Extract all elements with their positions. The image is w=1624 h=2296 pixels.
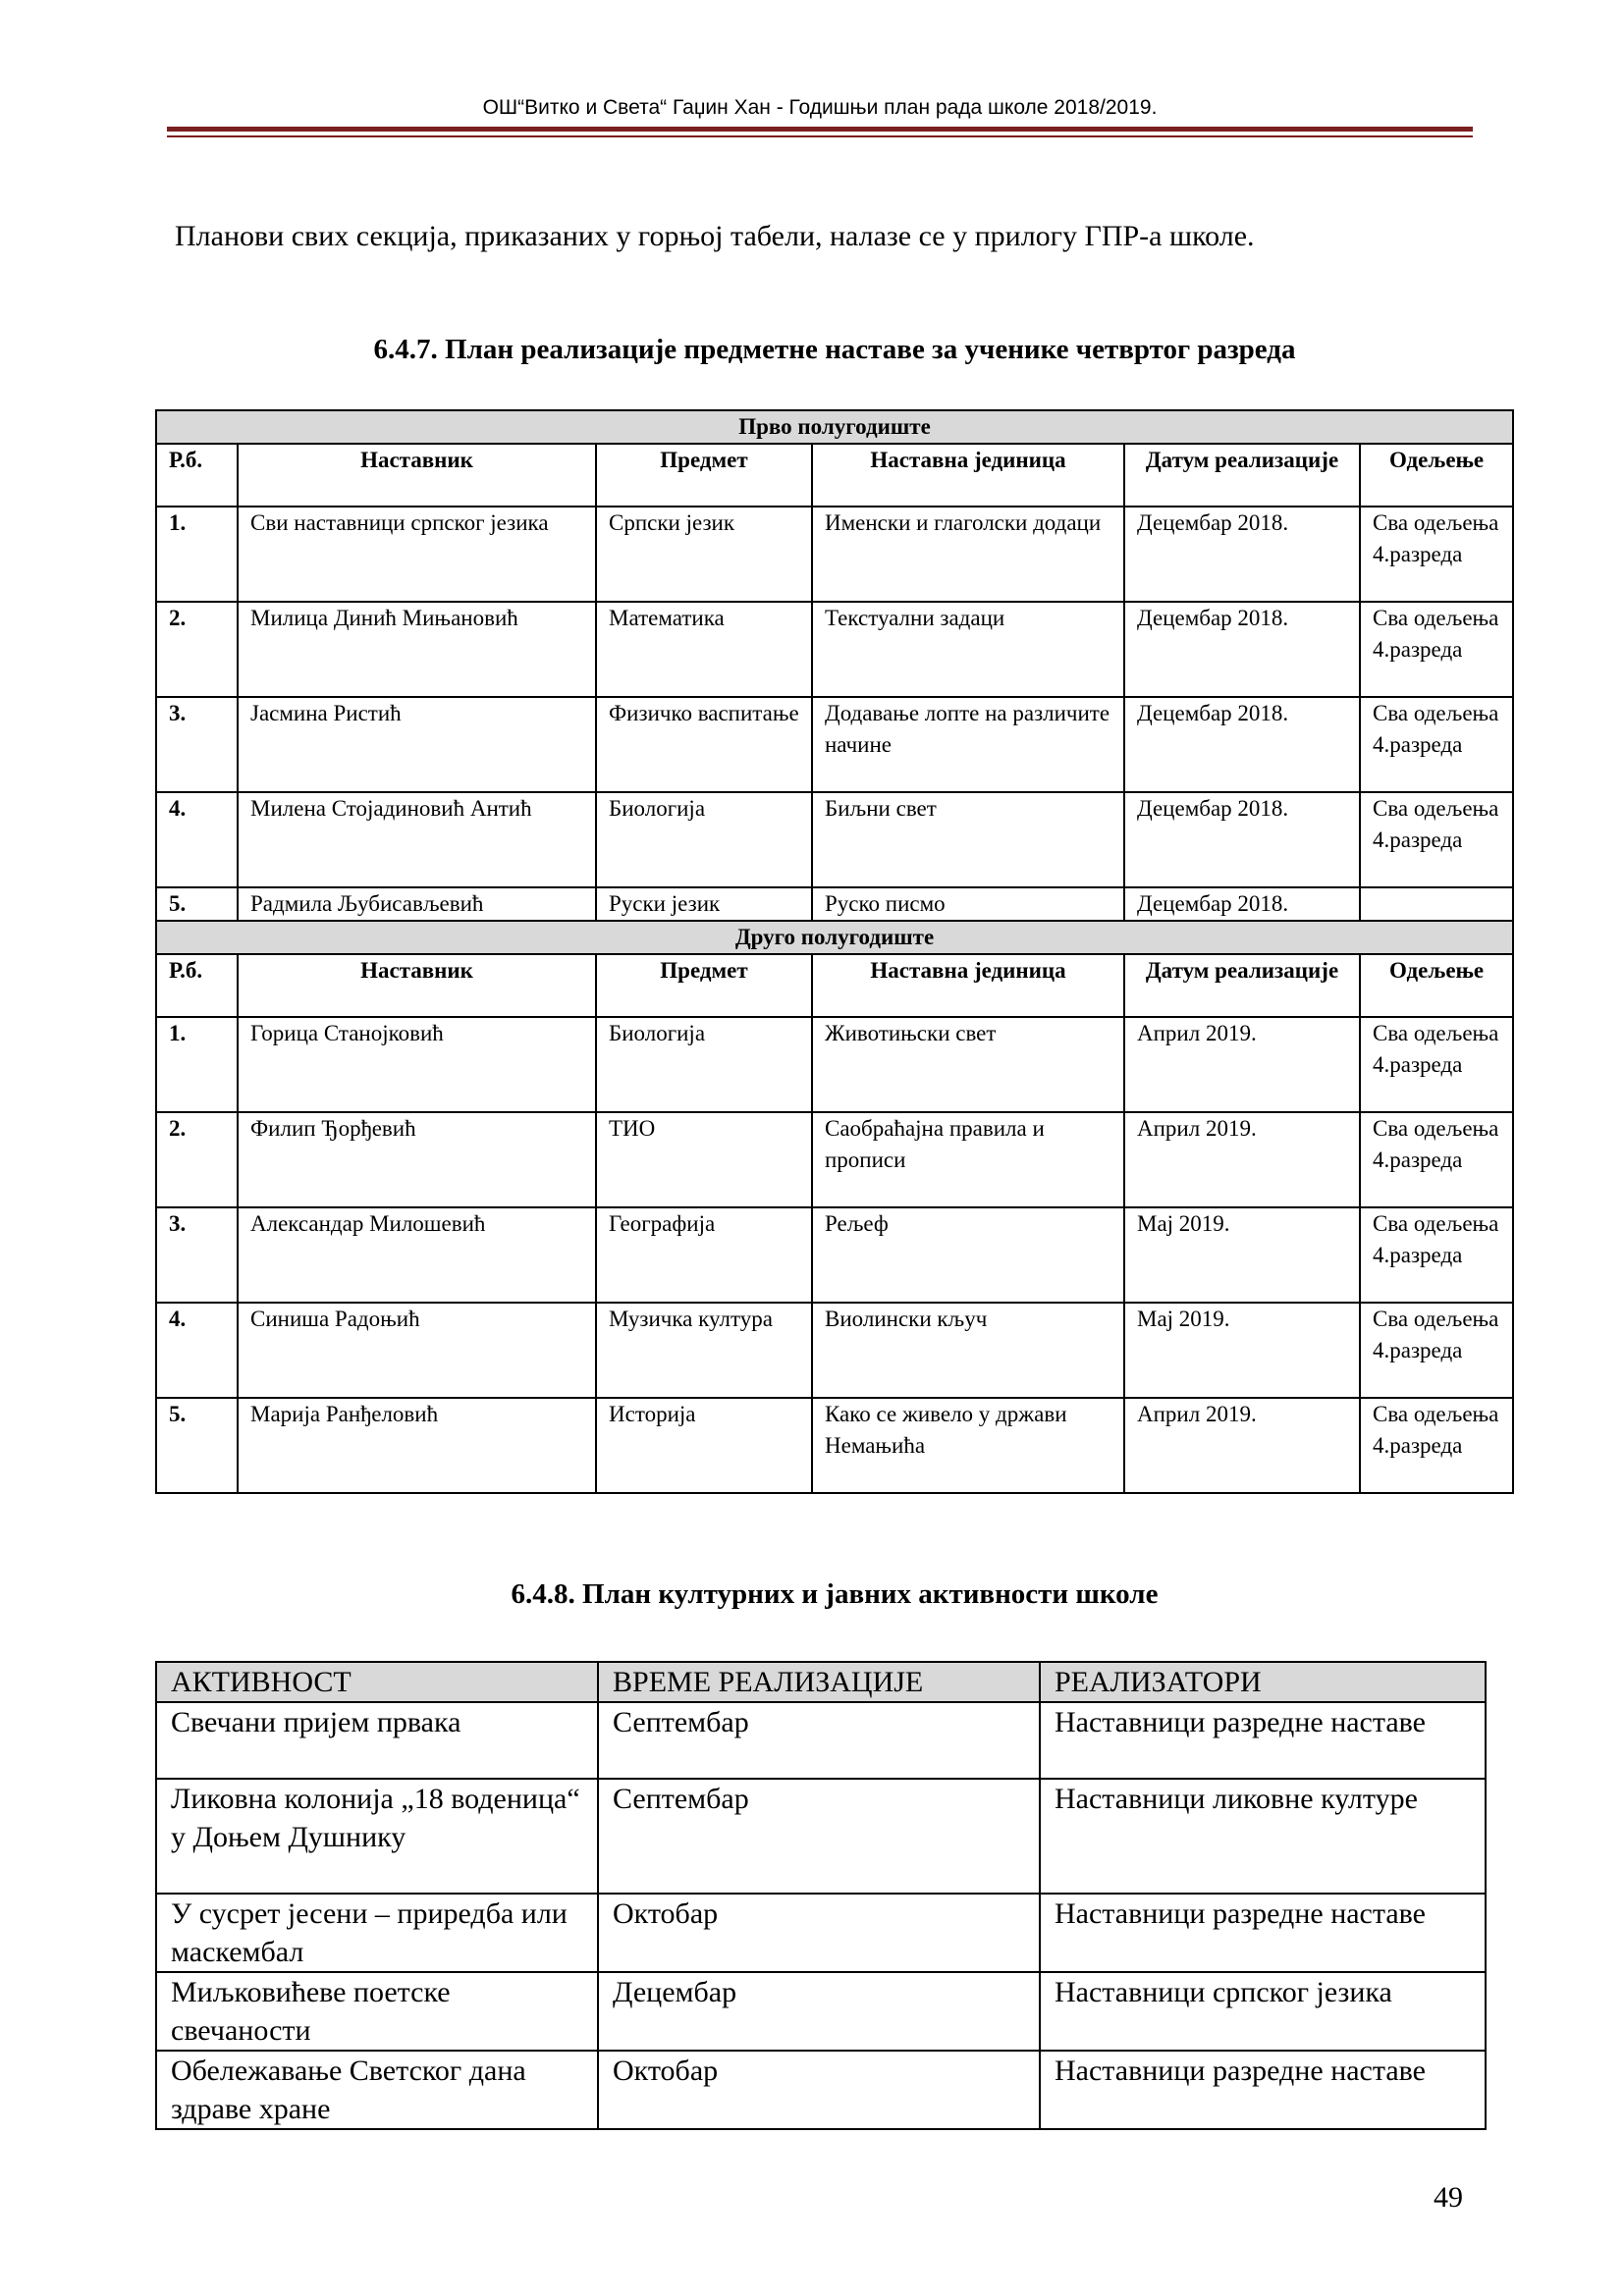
table-row	[156, 1702, 1486, 1779]
cell-date: Децембар 2018.	[1124, 887, 1360, 921]
column-header: Р.б.	[156, 954, 238, 1017]
semester-label: Прво полугодиште	[156, 410, 1513, 444]
cell-class: Сва одељења 4.разреда	[1360, 1207, 1513, 1303]
page-number: 49	[1434, 2181, 1463, 2214]
cell-unit: Како се живело у држави Немањића	[812, 1398, 1124, 1493]
cell-by: Наставници разредне наставе	[1040, 1702, 1486, 1779]
header-rule-thick	[167, 127, 1473, 132]
cultural-activities-table	[155, 1661, 1487, 2130]
cell-subject: Математика	[596, 602, 812, 697]
cell-teacher: Милица Динић Мињановић	[238, 602, 596, 697]
cell-num: 5.	[156, 1398, 238, 1493]
table-row	[156, 1207, 1513, 1303]
cell-subject: Физичко васпитање	[596, 697, 812, 792]
cell-teacher: Александар Милошевић	[238, 1207, 596, 1303]
table-row	[156, 507, 1513, 602]
cell-subject: Биологија	[596, 792, 812, 887]
cell-teacher: Филип Ђорђевић	[238, 1112, 596, 1207]
cell-subject: Српски језик	[596, 507, 812, 602]
cell-num: 3.	[156, 1207, 238, 1303]
cell-date: Април 2019.	[1124, 1398, 1360, 1493]
cell-unit: Виолински кључ	[812, 1303, 1124, 1398]
cell-class: Сва одељења 4.разреда	[1360, 602, 1513, 697]
table-row	[156, 1017, 1513, 1112]
cell-by: Наставници ликовне културе	[1040, 1779, 1486, 1894]
cell-teacher: Горица Станојковић	[238, 1017, 596, 1112]
cell-unit: Именски и глаголски додаци	[812, 507, 1124, 602]
cell-class	[1360, 887, 1513, 921]
cell-num: 5.	[156, 887, 238, 921]
cell-unit: Текстуални задаци	[812, 602, 1124, 697]
cell-by: Наставници разредне наставе	[1040, 2051, 1486, 2129]
cell-class: Сва одељења 4.разреда	[1360, 507, 1513, 602]
cell-activity: Миљковићеве поетске свечаности	[156, 1972, 598, 2051]
table-row	[156, 887, 1513, 921]
cell-activity: Ликовна колонија „18 воденица“ у Доњем Душнику	[156, 1779, 598, 1894]
cell-by: Наставници разредне наставе	[1040, 1894, 1486, 1972]
subject-teaching-table	[155, 409, 1514, 1494]
cell-teacher: Милена Стојадиновић Антић	[238, 792, 596, 887]
semester-row	[156, 410, 1513, 444]
cell-subject: ТИО	[596, 1112, 812, 1207]
cell-class: Сва одељења 4.разреда	[1360, 1017, 1513, 1112]
cell-num: 2.	[156, 1112, 238, 1207]
section-title-647: 6.4.7. План реализације предметне наставе за ученике четвртог разреда	[373, 334, 1296, 365]
cell-time: Септембар	[598, 1702, 1040, 1779]
cell-subject: Биологија	[596, 1017, 812, 1112]
column-header-row	[156, 954, 1513, 1017]
cell-num: 2.	[156, 602, 238, 697]
cell-date: Мај 2019.	[1124, 1207, 1360, 1303]
cell-teacher: Марија Ранђеловић	[238, 1398, 596, 1493]
table-row	[156, 1398, 1513, 1493]
header-rule-thin	[167, 135, 1473, 137]
table-row	[156, 1112, 1513, 1207]
column-header-row	[156, 1662, 1486, 1702]
cell-time: Октобар	[598, 1894, 1040, 1972]
cell-date: Децембар 2018.	[1124, 792, 1360, 887]
column-header: Предмет	[596, 954, 812, 1017]
cell-teacher: Јасмина Ристић	[238, 697, 596, 792]
column-header: АКТИВНОСТ	[156, 1662, 598, 1702]
cell-class: Сва одељења 4.разреда	[1360, 1303, 1513, 1398]
cell-by: Наставници српског језика	[1040, 1972, 1486, 2051]
cell-teacher: Синиша Радоњић	[238, 1303, 596, 1398]
cell-teacher: Радмила Љубисављевић	[238, 887, 596, 921]
cell-date: Април 2019.	[1124, 1112, 1360, 1207]
cell-activity: Обележавање Светског дана здраве хране	[156, 2051, 598, 2129]
cell-date: Децембар 2018.	[1124, 697, 1360, 792]
table-row	[156, 1303, 1513, 1398]
table-row	[156, 602, 1513, 697]
cell-num: 4.	[156, 792, 238, 887]
cell-subject: Географија	[596, 1207, 812, 1303]
cell-teacher: Сви наставници српског језика	[238, 507, 596, 602]
cell-date: Април 2019.	[1124, 1017, 1360, 1112]
cell-class: Сва одељења 4.разреда	[1360, 697, 1513, 792]
column-header: РЕАЛИЗАТОРИ	[1040, 1662, 1486, 1702]
column-header-row	[156, 444, 1513, 507]
cell-unit: Руско писмо	[812, 887, 1124, 921]
column-header: Наставник	[238, 444, 596, 507]
column-header: ВРЕМЕ РЕАЛИЗАЦИЈЕ	[598, 1662, 1040, 1702]
column-header: Одељење	[1360, 444, 1513, 507]
table-row	[156, 697, 1513, 792]
column-header: Наставна јединица	[812, 954, 1124, 1017]
cell-time: Децембар	[598, 1972, 1040, 2051]
column-header: Р.б.	[156, 444, 238, 507]
semester-row	[156, 921, 1513, 954]
cell-activity: Свечани пријем првака	[156, 1702, 598, 1779]
cell-date: Мај 2019.	[1124, 1303, 1360, 1398]
column-header: Датум реализације	[1124, 444, 1360, 507]
cell-num: 1.	[156, 1017, 238, 1112]
cell-subject: Руски језик	[596, 887, 812, 921]
column-header: Датум реализације	[1124, 954, 1360, 1017]
column-header: Наставна јединица	[812, 444, 1124, 507]
column-header: Наставник	[238, 954, 596, 1017]
cell-unit: Животињски свет	[812, 1017, 1124, 1112]
table-row	[156, 2051, 1486, 2129]
section-title-648: 6.4.8. План културних и јавних активности школе	[511, 1578, 1159, 1610]
cell-date: Децембар 2018.	[1124, 507, 1360, 602]
cell-activity: У сусрет јесени – приредба или маскембал	[156, 1894, 598, 1972]
cell-unit: Рељеф	[812, 1207, 1124, 1303]
column-header: Предмет	[596, 444, 812, 507]
column-header: Одељење	[1360, 954, 1513, 1017]
cell-time: Септембар	[598, 1779, 1040, 1894]
table-row	[156, 1894, 1486, 1972]
table-row	[156, 1779, 1486, 1894]
semester-label: Друго полугодиште	[156, 921, 1513, 954]
cell-unit: Саобраћајна правила и прописи	[812, 1112, 1124, 1207]
cell-subject: Музичка култура	[596, 1303, 812, 1398]
cell-class: Сва одељења 4.разреда	[1360, 1398, 1513, 1493]
cell-num: 3.	[156, 697, 238, 792]
cell-class: Сва одељења 4.разреда	[1360, 1112, 1513, 1207]
cell-subject: Историја	[596, 1398, 812, 1493]
table-row	[156, 1972, 1486, 2051]
cell-unit: Биљни свет	[812, 792, 1124, 887]
cell-num: 4.	[156, 1303, 238, 1398]
cell-class: Сва одељења 4.разреда	[1360, 792, 1513, 887]
cell-num: 1.	[156, 507, 238, 602]
cell-time: Октобар	[598, 2051, 1040, 2129]
intro-paragraph: Планови свих секција, приказаних у горњој табели, налазе се у прилогу ГПР-а школе.	[175, 220, 1255, 252]
table-row	[156, 792, 1513, 887]
cell-unit: Додавање лопте на различите начине	[812, 697, 1124, 792]
running-header: ОШ“Витко и Света“ Гаџин Хан - Годишњи план рада школе 2018/2019.	[482, 96, 1158, 119]
cell-date: Децембар 2018.	[1124, 602, 1360, 697]
